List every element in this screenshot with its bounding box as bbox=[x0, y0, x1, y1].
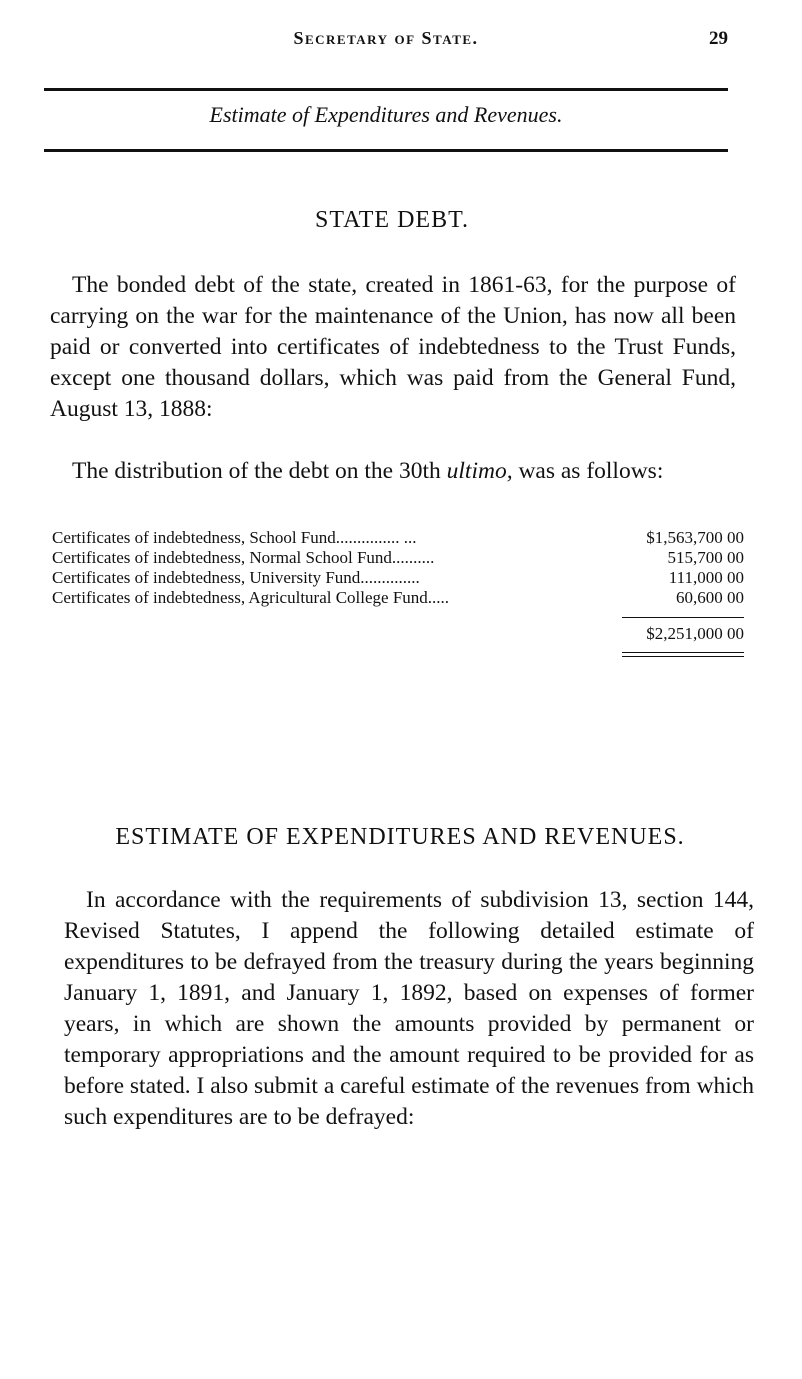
row-amount: 515,700 00 bbox=[667, 548, 744, 567]
debt-distribution-table bbox=[52, 528, 744, 608]
table-row bbox=[52, 528, 744, 548]
total-row bbox=[52, 624, 744, 646]
total-amount: $2,251,000 00 bbox=[646, 624, 744, 643]
total-double-rule-2 bbox=[622, 656, 744, 657]
row-amount: $1,563,700 00 bbox=[646, 528, 744, 547]
header-rule-top bbox=[44, 88, 728, 91]
sum-rule bbox=[622, 617, 744, 618]
state-debt-heading: STATE DEBT. bbox=[315, 207, 469, 233]
running-head bbox=[44, 28, 728, 56]
page-number: 29 bbox=[709, 28, 728, 49]
row-label: Certificates of indebtedness, University Fund.............. bbox=[52, 568, 420, 587]
table-row bbox=[52, 548, 744, 568]
state-debt-paragraph: The bonded debt of the state, created in 1861-63, for the purpose of carrying on the war for the maintenance of the Union, has now all been paid or converted into certificates of indebtedness to the Trust Funds, except one thousand dollars, which was paid from the General Fund, August 13, 1888: bbox=[50, 272, 736, 422]
estimate-heading: ESTIMATE OF EXPENDITURES AND REVENUES. bbox=[115, 824, 685, 850]
row-amount: 111,000 00 bbox=[668, 568, 744, 587]
row-label: Certificates of indebtedness, School Fund............... ... bbox=[52, 528, 417, 547]
table-row bbox=[52, 588, 744, 608]
header-rule-bottom bbox=[44, 149, 728, 152]
total-double-rule-1 bbox=[622, 652, 744, 653]
row-amount: 60,600 00 bbox=[676, 588, 744, 607]
table-row bbox=[52, 568, 744, 588]
distribution-text-italic: ultimo, bbox=[446, 458, 513, 484]
distribution-paragraph bbox=[50, 456, 736, 487]
section-header: Estimate of Expenditures and Revenues. bbox=[209, 102, 563, 127]
row-label: Certificates of indebtedness, Agricultural College Fund..... bbox=[52, 588, 450, 607]
running-title: Secretary of State. bbox=[293, 28, 479, 48]
estimate-paragraph: In accordance with the requirements of subdivision 13, section 144, Revised Statutes, I append the following detailed estimate of expenditures to be defrayed from the treasury during the years beginning January 1, 1891, and January 1, 1892, based on expenses of former years, in which are shown the amounts provided by permanent or temporary appropriations and the amount required to be provided for as before stated. I also submit a careful estimate of the revenues from which such expenditures are to be defrayed: bbox=[64, 887, 754, 1130]
distribution-text-end: was as follows: bbox=[512, 458, 664, 484]
distribution-text-start: The distribution of the debt on the 30th bbox=[72, 458, 447, 484]
row-label: Certificates of indebtedness, Normal School Fund.......... bbox=[52, 548, 435, 567]
